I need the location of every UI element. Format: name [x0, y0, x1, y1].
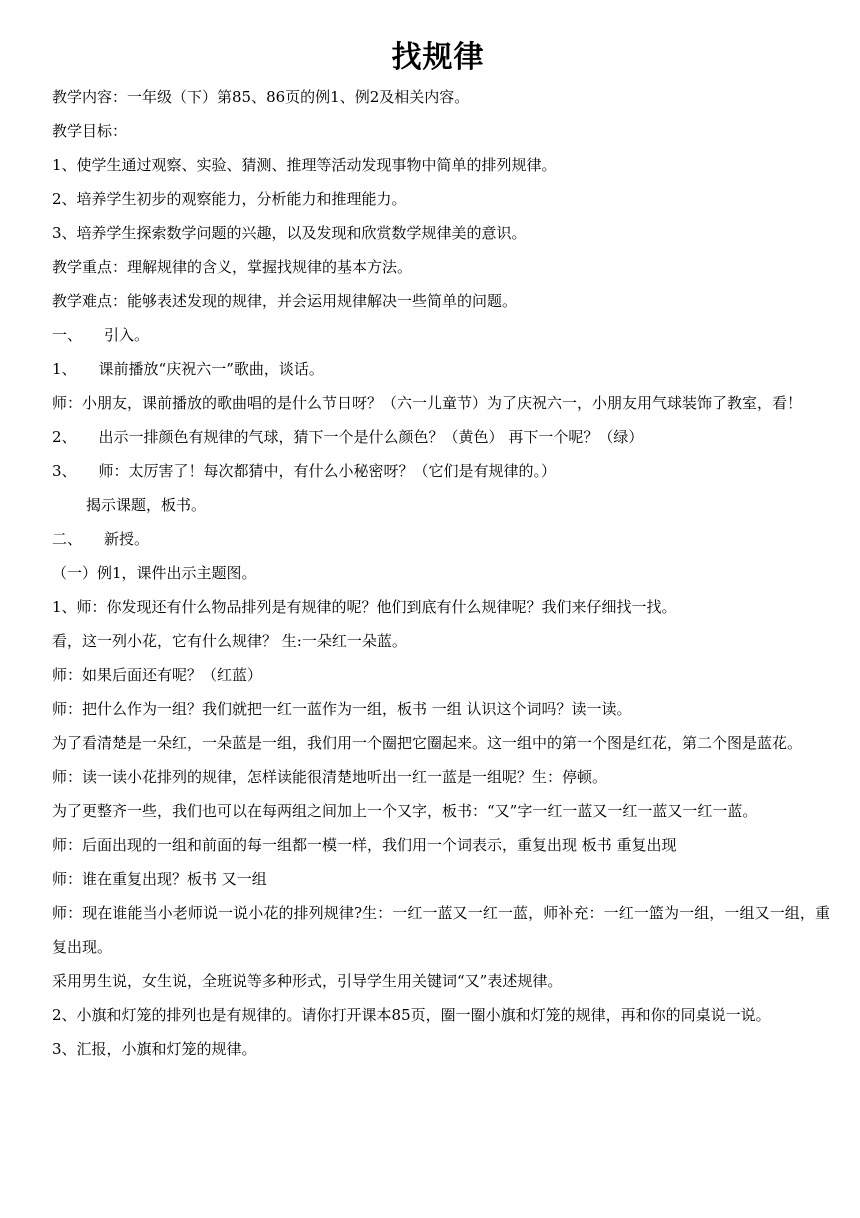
section-title: 引入。: [104, 326, 150, 344]
numbered-item: [52, 454, 830, 488]
item-text: 出示一排颜色有规律的气球，猜下一个是什么颜色？（黄色） 再下一个呢？（绿）: [98, 428, 644, 446]
document-body: [52, 80, 830, 1066]
item-number: 2、: [52, 428, 77, 446]
item-text: 课前播放“庆祝六一”歌曲，谈话。: [98, 360, 324, 378]
page-title: 找规律: [391, 40, 485, 75]
example-heading: （一）例1，课件出示主题图。: [52, 564, 257, 582]
text-line: 3、汇报，小旗和灯笼的规律。: [52, 1040, 257, 1058]
section-title: 新授。: [104, 530, 150, 548]
section-heading: [52, 522, 830, 556]
text-line: 教学难点：能够表述发现的规律，并会运用规律解决一些简单的问题。: [52, 292, 518, 310]
text-line: 看，这一列小花，它有什么规律？ 生:一朵红一朵蓝。: [52, 632, 407, 650]
section-number: 二、: [52, 530, 83, 548]
item-text: 师：太厉害了！每次都猜中，有什么小秘密呀？（它们是有规律的。）: [98, 462, 557, 480]
paragraph: 2、小旗和灯笼的排列也是有规律的。请你打开课本85页，圈一圈小旗和灯笼的规律，再和你的同桌说一说。: [52, 1006, 771, 1024]
text-line: 教学重点：理解规律的含义，掌握找规律的基本方法。: [52, 258, 413, 276]
text-line: 师：谁在重复出现？板书 又一组: [52, 870, 267, 888]
paragraph: 为了更整齐一些，我们也可以在每两组之间加上一个又字，板书：“又”字一红一蓝又一红一蓝又一红一蓝。: [52, 802, 758, 820]
text-line: 师：如果后面还有呢？（红蓝）: [52, 666, 263, 684]
section-heading: [52, 318, 830, 352]
text-line: 1、使学生通过观察、实验、猜测、推理等活动发现事物中简单的排列规律。: [52, 156, 557, 174]
item-number: 3、: [52, 462, 77, 480]
text-line: 2、培养学生初步的观察能力，分析能力和推理能力。: [52, 190, 407, 208]
text-line: 师：后面出现的一组和前面的每一组都一模一样，我们用一个词表示，重复出现 板书 重复出现: [52, 836, 677, 854]
paragraph: 师：现在谁能当小老师说一说小花的排列规律?生：一红一蓝又一红一蓝，师补充：一红一篮为一组，一组又一组，重复出现。: [52, 904, 830, 956]
text-line: 师：把什么作为一组？我们就把一红一蓝作为一组，板书 一组 认识这个词吗？读一读。: [52, 700, 632, 718]
item-number: 1、: [52, 360, 77, 378]
text-line: 教学内容：一年级（下）第85、86页的例1、例2及相关内容。: [52, 88, 470, 106]
text-line: 师：读一读小花排列的规律，怎样读能很清楚地听出一红一蓝是一组呢？生：停顿。: [52, 768, 608, 786]
paragraph: 师：小朋友，课前播放的歌曲唱的是什么节日呀？（六一儿童节）为了庆祝六一，小朋友用气球装饰了教室，看！: [52, 394, 803, 412]
section-number: 一、: [52, 326, 83, 344]
text-line: 3、培养学生探索数学问题的兴趣，以及发现和欣赏数学规律美的意识。: [52, 224, 527, 242]
numbered-item: [52, 420, 830, 454]
text-line: 采用男生说，女生说，全班说等多种形式，引导学生用关键词“又”表述规律。: [52, 972, 563, 990]
paragraph: 为了看清楚是一朵红，一朵蓝是一组，我们用一个圈把它圈起来。这一组中的第一个图是红花，第二个图是蓝花。: [52, 734, 803, 752]
text-line: 教学目标：: [52, 122, 128, 140]
text-line: 揭示课题，板书。: [86, 496, 207, 514]
text-line: 1、师：你发现还有什么物品排列是有规律的呢？他们到底有什么规律呢？我们来仔细找一找。: [52, 598, 677, 616]
numbered-item: [52, 352, 830, 386]
